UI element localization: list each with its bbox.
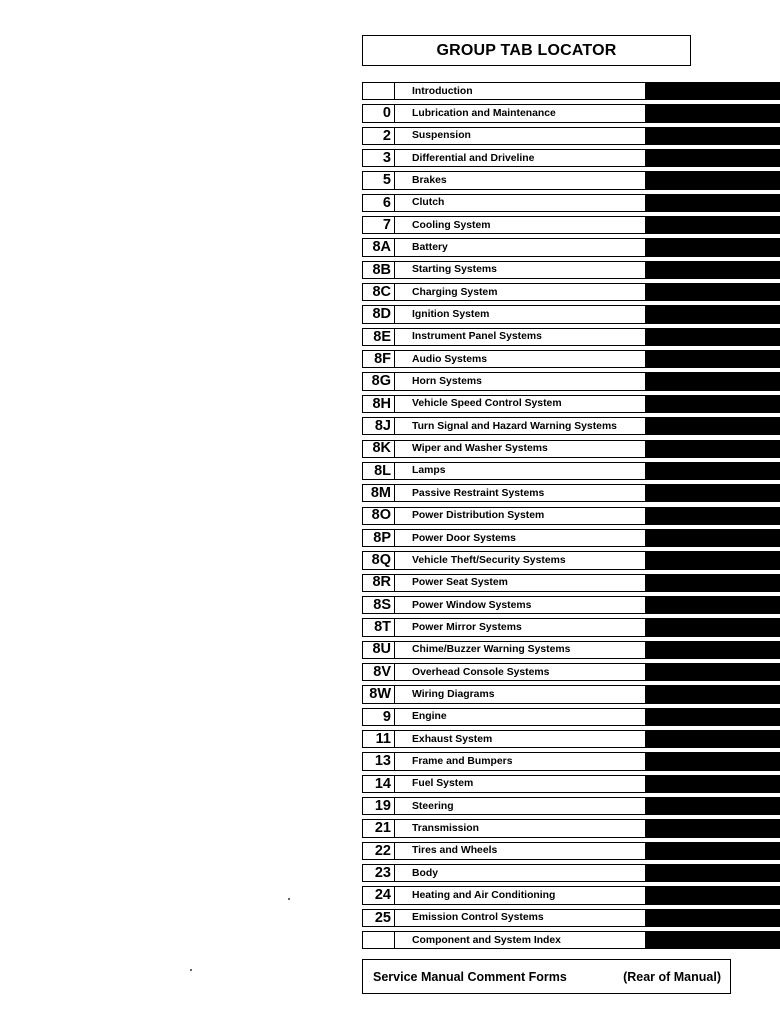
tab-row[interactable] <box>362 618 780 636</box>
tab-group-label: Lubrication and Maintenance <box>412 107 556 119</box>
tab-box <box>362 417 646 435</box>
tab-group-label: Passive Restraint Systems <box>412 487 545 499</box>
tab-marker-bar[interactable] <box>646 864 780 882</box>
tab-group-number: 22 <box>363 843 395 859</box>
tab-marker-bar[interactable] <box>646 238 780 256</box>
tab-marker-bar[interactable] <box>646 551 780 569</box>
tab-row[interactable] <box>362 596 780 614</box>
tab-marker-bar[interactable] <box>646 484 780 502</box>
tab-box <box>362 551 646 569</box>
tab-group-label: Body <box>412 867 438 879</box>
tab-marker-bar[interactable] <box>646 685 780 703</box>
tab-row[interactable] <box>362 305 780 323</box>
tab-group-number: 8D <box>363 306 395 322</box>
tab-box <box>362 708 646 726</box>
tab-box <box>362 372 646 390</box>
tab-group-label: Wiper and Washer Systems <box>412 443 548 455</box>
tab-group-number: 7 <box>363 217 395 233</box>
tab-box <box>362 864 646 882</box>
tab-row[interactable] <box>362 104 780 122</box>
tab-box <box>362 283 646 301</box>
tab-marker-bar[interactable] <box>646 149 780 167</box>
tab-group-label: Power Distribution System <box>412 510 545 522</box>
tab-group-number: 8O <box>363 508 395 524</box>
tab-group-label: Exhaust System <box>412 733 493 745</box>
tab-box <box>362 842 646 860</box>
tab-marker-bar[interactable] <box>646 797 780 815</box>
tab-group-label: Steering <box>412 800 454 812</box>
tab-marker-bar[interactable] <box>646 641 780 659</box>
tab-marker-bar[interactable] <box>646 909 780 927</box>
tab-box <box>362 752 646 770</box>
tab-row[interactable] <box>362 819 780 837</box>
tab-group-number: 0 <box>363 105 395 121</box>
tab-marker-bar[interactable] <box>646 529 780 547</box>
tab-row[interactable] <box>362 685 780 703</box>
tab-box <box>362 82 646 100</box>
tab-marker-bar[interactable] <box>646 618 780 636</box>
tab-group-number: 19 <box>363 798 395 814</box>
tab-group-label: Power Mirror Systems <box>412 621 522 633</box>
tab-group-number: 23 <box>363 865 395 881</box>
tab-box <box>362 462 646 480</box>
tab-group-number: 8Q <box>363 552 395 568</box>
tab-row[interactable] <box>362 171 780 189</box>
tab-group-label: Engine <box>412 711 447 723</box>
tab-row[interactable] <box>362 82 780 100</box>
tab-box <box>362 216 646 234</box>
tab-marker-bar[interactable] <box>646 663 780 681</box>
tab-group-number: 8S <box>363 597 395 613</box>
tab-group-number: 8K <box>363 441 395 457</box>
tab-group-number: 8L <box>363 463 395 479</box>
tab-row[interactable] <box>362 641 780 659</box>
tab-box <box>362 685 646 703</box>
tab-group-number: 5 <box>363 172 395 188</box>
tab-group-number: 8V <box>363 664 395 680</box>
tab-marker-bar[interactable] <box>646 931 780 949</box>
tab-group-number: 24 <box>363 887 395 903</box>
tab-box <box>362 775 646 793</box>
tab-marker-bar[interactable] <box>646 574 780 592</box>
tab-group-number: 8A <box>363 239 395 255</box>
tab-marker-bar[interactable] <box>646 305 780 323</box>
tab-row[interactable] <box>362 127 780 145</box>
tab-group-number: 8M <box>363 485 395 501</box>
tab-marker-bar[interactable] <box>646 82 780 100</box>
tab-box <box>362 350 646 368</box>
tab-group-label: Brakes <box>412 175 447 187</box>
tab-marker-bar[interactable] <box>646 395 780 413</box>
tab-group-label: Transmission <box>412 822 479 834</box>
tab-marker-bar[interactable] <box>646 730 780 748</box>
tab-group-label: Wiring Diagrams <box>412 688 495 700</box>
tab-group-label: Instrument Panel Systems <box>412 331 542 343</box>
tab-marker-bar[interactable] <box>646 775 780 793</box>
tab-row[interactable] <box>362 261 780 279</box>
tab-group-label: Power Door Systems <box>412 532 516 544</box>
tab-group-number: 3 <box>363 150 395 166</box>
tab-row[interactable] <box>362 194 780 212</box>
tab-group-label: Suspension <box>412 130 471 142</box>
tab-marker-bar[interactable] <box>646 708 780 726</box>
tab-group-number: 13 <box>363 753 395 769</box>
tab-box <box>362 440 646 458</box>
tab-group-number: 2 <box>363 128 395 144</box>
tab-group-label: Starting Systems <box>412 264 497 276</box>
tab-marker-bar[interactable] <box>646 261 780 279</box>
tab-group-label: Audio Systems <box>412 353 488 365</box>
tab-group-number: 14 <box>363 776 395 792</box>
tab-marker-bar[interactable] <box>646 171 780 189</box>
scan-speck <box>288 898 290 900</box>
tab-marker-bar[interactable] <box>646 216 780 234</box>
tab-row[interactable] <box>362 372 780 390</box>
tab-marker-bar[interactable] <box>646 328 780 346</box>
tab-row[interactable] <box>362 551 780 569</box>
tab-row[interactable] <box>362 752 780 770</box>
tab-box <box>362 663 646 681</box>
tab-group-label: Vehicle Speed Control System <box>412 398 562 410</box>
tab-box <box>362 328 646 346</box>
tab-row[interactable] <box>362 708 780 726</box>
tab-marker-bar[interactable] <box>646 372 780 390</box>
tab-marker-bar[interactable] <box>646 596 780 614</box>
tab-group-number: 8B <box>363 262 395 278</box>
tab-group-label: Power Window Systems <box>412 599 532 611</box>
tab-row[interactable] <box>362 886 780 904</box>
tab-row[interactable] <box>362 484 780 502</box>
tab-group-label: Heating and Air Conditioning <box>412 890 556 902</box>
tab-group-number: 8J <box>363 418 395 434</box>
tab-box <box>362 819 646 837</box>
tab-box <box>362 104 646 122</box>
tab-box <box>362 574 646 592</box>
tab-group-label: Battery <box>412 242 448 254</box>
tab-group-number <box>363 932 395 948</box>
tab-group-number: 8T <box>363 619 395 635</box>
tab-group-label: Horn Systems <box>412 376 482 388</box>
tab-row[interactable] <box>362 909 780 927</box>
tab-box <box>362 261 646 279</box>
tab-row[interactable] <box>362 350 780 368</box>
tab-group-label: Clutch <box>412 197 445 209</box>
tab-group-number: 9 <box>363 709 395 725</box>
tab-row[interactable] <box>362 730 780 748</box>
tab-group-label: Cooling System <box>412 219 491 231</box>
tab-marker-bar[interactable] <box>646 440 780 458</box>
tab-box <box>362 127 646 145</box>
tab-row[interactable] <box>362 574 780 592</box>
tab-row[interactable] <box>362 283 780 301</box>
tab-row[interactable] <box>362 797 780 815</box>
tab-row[interactable] <box>362 775 780 793</box>
tab-group-label: Power Seat System <box>412 577 508 589</box>
tab-row[interactable] <box>362 216 780 234</box>
tab-group-number: 11 <box>363 731 395 747</box>
tab-group-label: Vehicle Theft/Security Systems <box>412 554 566 566</box>
tab-group-label: Charging System <box>412 286 498 298</box>
tab-row[interactable] <box>362 864 780 882</box>
tab-row[interactable] <box>362 395 780 413</box>
tab-row[interactable] <box>362 328 780 346</box>
tab-marker-bar[interactable] <box>646 886 780 904</box>
tab-group-number: 8R <box>363 575 395 591</box>
tab-box <box>362 931 646 949</box>
tab-group-label: Chime/Buzzer Warning Systems <box>412 644 571 656</box>
tab-box <box>362 618 646 636</box>
tab-group-number: 6 <box>363 195 395 211</box>
tab-group-label: Turn Signal and Hazard Warning Systems <box>412 420 617 432</box>
tab-box <box>362 507 646 525</box>
tab-box <box>362 730 646 748</box>
tab-row[interactable] <box>362 149 780 167</box>
tab-row[interactable] <box>362 238 780 256</box>
tab-marker-bar[interactable] <box>646 194 780 212</box>
tab-marker-bar[interactable] <box>646 127 780 145</box>
tab-group-number: 8W <box>363 686 395 702</box>
scan-speck <box>190 969 192 971</box>
tab-group-label: Emission Control Systems <box>412 912 544 924</box>
tab-group-label: Tires and Wheels <box>412 845 498 857</box>
tab-group-label: Introduction <box>412 85 473 97</box>
tab-row[interactable] <box>362 440 780 458</box>
comment-forms-note <box>362 959 731 994</box>
tab-row[interactable] <box>362 842 780 860</box>
tab-box <box>362 641 646 659</box>
tab-marker-bar[interactable] <box>646 752 780 770</box>
tab-group-number: 8E <box>363 329 395 345</box>
tab-group-number: 25 <box>363 910 395 926</box>
tab-group-label: Lamps <box>412 465 446 477</box>
tab-marker-bar[interactable] <box>646 462 780 480</box>
comment-forms-label: Service Manual Comment Forms <box>373 969 567 984</box>
tab-row[interactable] <box>362 507 780 525</box>
tab-box <box>362 171 646 189</box>
tab-marker-bar[interactable] <box>646 417 780 435</box>
comment-forms-location: (Rear of Manual) <box>623 969 721 984</box>
tab-group-number: 8F <box>363 351 395 367</box>
tab-group-label: Frame and Bumpers <box>412 755 513 767</box>
tab-row[interactable] <box>362 417 780 435</box>
group-tab-list <box>362 82 780 953</box>
tab-marker-bar[interactable] <box>646 507 780 525</box>
tab-marker-bar[interactable] <box>646 350 780 368</box>
tab-group-label: Component and System Index <box>412 934 561 946</box>
tab-row[interactable] <box>362 663 780 681</box>
tab-marker-bar[interactable] <box>646 842 780 860</box>
tab-group-label: Differential and Driveline <box>412 152 535 164</box>
tab-group-number: 8G <box>363 373 395 389</box>
tab-box <box>362 886 646 904</box>
tab-marker-bar[interactable] <box>646 819 780 837</box>
tab-marker-bar[interactable] <box>646 104 780 122</box>
tab-box <box>362 909 646 927</box>
tab-box <box>362 238 646 256</box>
tab-group-label: Ignition System <box>412 309 490 321</box>
tab-box <box>362 305 646 323</box>
tab-box <box>362 484 646 502</box>
page-title-text: GROUP TAB LOCATOR <box>436 41 617 59</box>
tab-box <box>362 529 646 547</box>
tab-box <box>362 395 646 413</box>
tab-row[interactable] <box>362 462 780 480</box>
tab-box <box>362 797 646 815</box>
tab-box <box>362 596 646 614</box>
tab-box <box>362 149 646 167</box>
page-title <box>362 35 691 66</box>
tab-marker-bar[interactable] <box>646 283 780 301</box>
tab-group-label: Overhead Console Systems <box>412 666 550 678</box>
tab-group-number: 8H <box>363 396 395 412</box>
tab-group-number <box>363 83 395 99</box>
tab-group-number: 21 <box>363 820 395 836</box>
tab-group-number: 8U <box>363 642 395 658</box>
tab-box <box>362 194 646 212</box>
tab-group-label: Fuel System <box>412 778 474 790</box>
tab-group-number: 8C <box>363 284 395 300</box>
tab-row[interactable] <box>362 529 780 547</box>
tab-group-number: 8P <box>363 530 395 546</box>
tab-row[interactable] <box>362 931 780 949</box>
